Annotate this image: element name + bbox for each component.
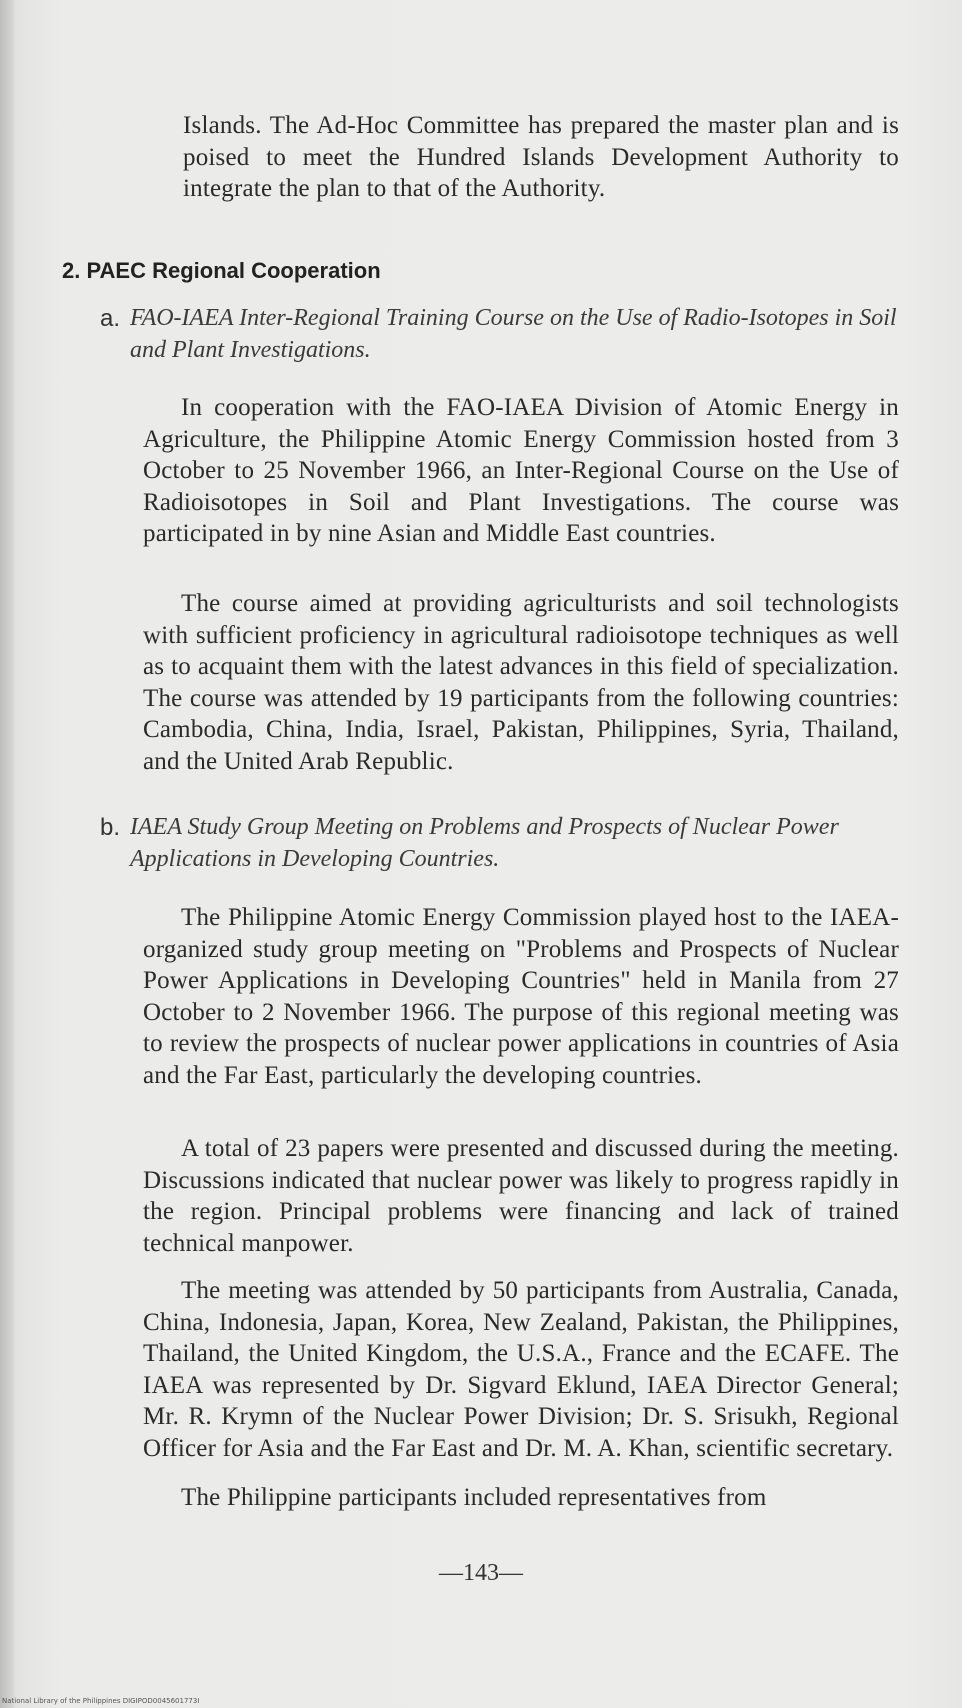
item-a-marker: a. — [100, 305, 121, 332]
item-a-paragraph-1: In cooperation with the FAO-IAEA Division of Atomic Energy in Agriculture, the Philippine Atomic Energy Commission hosted from 3 October to 25 November 1966, an Inter-Regional Course on the Use of Radioisotopes in Soil and Plant Investigations. The course was participated in by nine Asian and Middle East countries. — [143, 394, 899, 547]
library-footer-note: National Library of the Philippines DIGIPOD0045601773I — [2, 1697, 200, 1705]
item-b-paragraph-1: The Philippine Atomic Energy Commission played host to the IAEA-organized study group meeting on "Problems and Prospects of Nuclear Power Applications in Developing Countries" held in Manila from 27 October to 2 November 1966. The purpose of this regional meeting was to review the prospects of nuclear power applications in countries of Asia and the Far East, particularly the developing countries. — [143, 904, 899, 1089]
page-binding-shadow — [0, 0, 14, 1708]
section-title: PAEC Regional Cooperation — [86, 258, 381, 283]
item-b-paragraph-4: The Philippine participants included representatives from — [181, 1484, 767, 1511]
section-number: 2. — [62, 258, 81, 283]
item-b-marker: b. — [100, 814, 121, 841]
item-a-paragraph-2: The course aimed at providing agriculturists and soil technologists with sufficient proficiency in agricultural radioisotope techniques as well as to acquaint them with the latest advances in this field of specialization. The course was attended by 19 participants from the following countries: Cambodia, China, India, Israel, Pakistan, Philippines, Syria, Thailand, and the United Arab Republic. — [143, 590, 899, 775]
item-b-paragraph-3: The meeting was attended by 50 participants from Australia, Canada, China, Indonesia, Japan, Korea, New Zealand, Pakistan, the Philippines, Thailand, the United Kingdom, the U.S.A., France and the ECAFE. The IAEA was represented by Dr. Sigvard Eklund, IAEA Director General; Mr. R. Krymn of the Nuclear Power Division; Dr. S. Srisukh, Regional Officer for Asia and the Far East and Dr. M. A. Khan, scientific secretary. — [143, 1277, 899, 1462]
item-b-title: IAEA Study Group Meeting on Problems and Prospects of Nuclear Power Applications in Developing Countries. — [130, 814, 839, 872]
item-b-paragraph-2: A total of 23 papers were presented and discussed during the meeting. Discussions indicated that nuclear power was likely to progress rapidly in the region. Principal problems were financing and lack of trained technical manpower. — [143, 1135, 899, 1257]
item-a-title: FAO-IAEA Inter-Regional Training Course on the Use of Radio-Isotopes in Soil and Plant Investigations. — [130, 305, 897, 363]
section-heading — [62, 258, 381, 284]
intro-paragraph: Islands. The Ad-Hoc Committee has prepared the master plan and is poised to meet the Hundred Islands Development Authority to integrate the plan to that of the Authority. — [183, 112, 899, 202]
page-number: —143— — [439, 1560, 523, 1586]
